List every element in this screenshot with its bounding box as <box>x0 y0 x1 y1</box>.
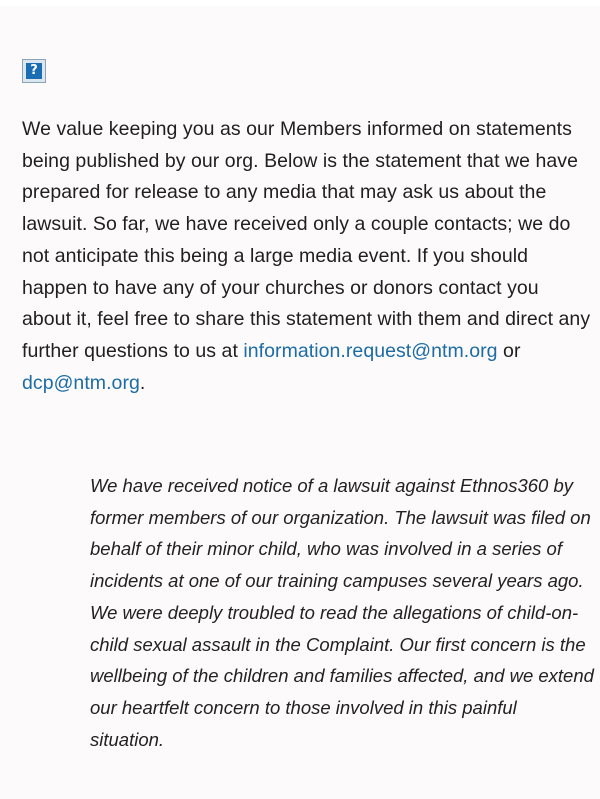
question-mark-icon: ? <box>26 63 42 79</box>
intro-connector: or <box>497 339 521 362</box>
broken-image-placeholder[interactable] <box>22 59 46 83</box>
lawsuit-statement: We have received notice of a lawsuit against Ethnos360 by former members of our organization. The lawsuit was filed on behalf of their minor child, who was involved in a series of incidents at one of our training campuses several years ago. We were deeply troubled to read the allegations of child-on-child sexual assault in the Complaint. Our first concern is the wellbeing of the children and families affected, and we extend our heartfelt concern to those involved in this painful situation. <box>90 475 594 750</box>
dcp-email-link[interactable]: dcp@ntm.org <box>22 371 140 394</box>
intro-paragraph <box>22 114 592 399</box>
information-request-email-link[interactable]: information.request@ntm.org <box>243 339 498 362</box>
intro-text: We value keeping you as our Members informed on statements being published by our org. Below is the statement that we have prepared for release to any media that may ask us about the lawsuit. So far, we have received only a couple contacts; we do not anticipate this being a large media event. If you should happen to have any of your churches or donors contact you about it, feel free to share this statement with them and direct any further questions to us at <box>22 118 591 362</box>
top-edge <box>0 0 600 6</box>
intro-end: . <box>139 371 146 394</box>
